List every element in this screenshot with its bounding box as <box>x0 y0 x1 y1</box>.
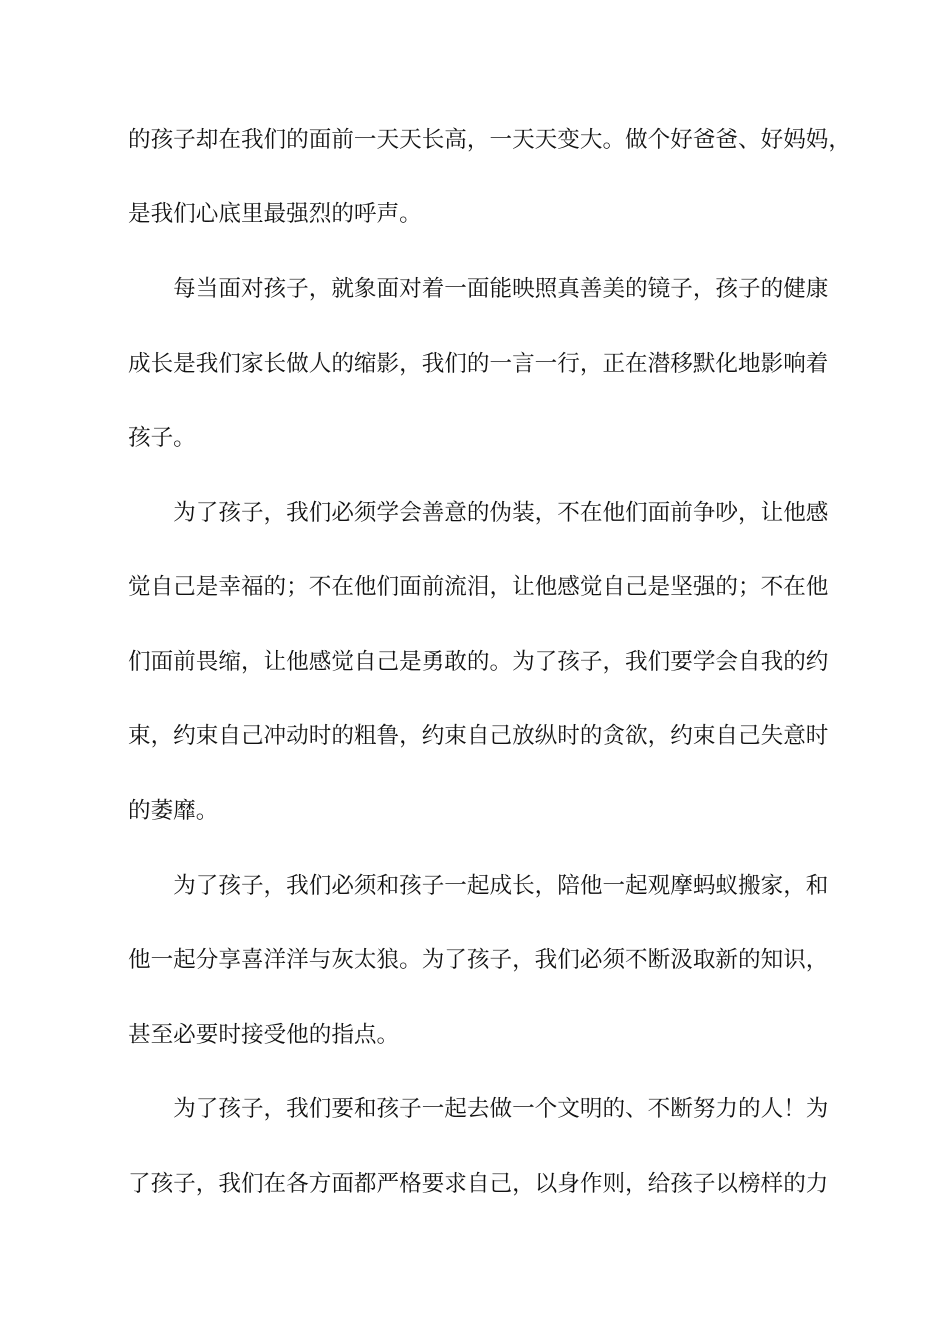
text-line: 束，约束自己冲动时的粗鲁，约束自己放纵时的贪欲，约束自己失意时 <box>128 723 829 749</box>
text-line: 们面前畏缩，让他感觉自己是勇敢的。为了孩子，我们要学会自我的约 <box>128 649 829 675</box>
text-line: 为了孩子，我们必须学会善意的伪装，不在他们面前争吵，让他感 <box>128 500 829 526</box>
text-line: 为了孩子，我们必须和孩子一起成长，陪他一起观摩蚂蚁搬家，和 <box>128 873 829 899</box>
text-line: 成长是我们家长做人的缩影，我们的一言一行，正在潜移默化地影响着 <box>128 351 829 377</box>
text-line: 每当面对孩子，就象面对着一面能映照真善美的镜子，孩子的健康 <box>128 276 829 302</box>
text-line: 是我们心底里最强烈的呼声。 <box>128 201 422 227</box>
text-line: 了孩子，我们在各方面都严格要求自己，以身作则，给孩子以榜样的力 <box>128 1171 829 1197</box>
text-line: 孩子。 <box>128 425 196 451</box>
text-line: 的萎靡。 <box>128 798 219 824</box>
text-line: 觉自己是幸福的；不在他们面前流泪，让他感觉自己是坚强的；不在他 <box>128 574 829 600</box>
text-line: 为了孩子，我们要和孩子一起去做一个文明的、不断努力的人！为 <box>128 1096 829 1122</box>
text-line: 他一起分享喜洋洋与灰太狼。为了孩子，我们必须不断汲取新的知识， <box>128 947 829 973</box>
text-line: 的孩子却在我们的面前一天天长高，一天天变大。做个好爸爸、好妈妈， <box>128 127 851 153</box>
text-line: 甚至必要时接受他的指点。 <box>128 1022 400 1048</box>
